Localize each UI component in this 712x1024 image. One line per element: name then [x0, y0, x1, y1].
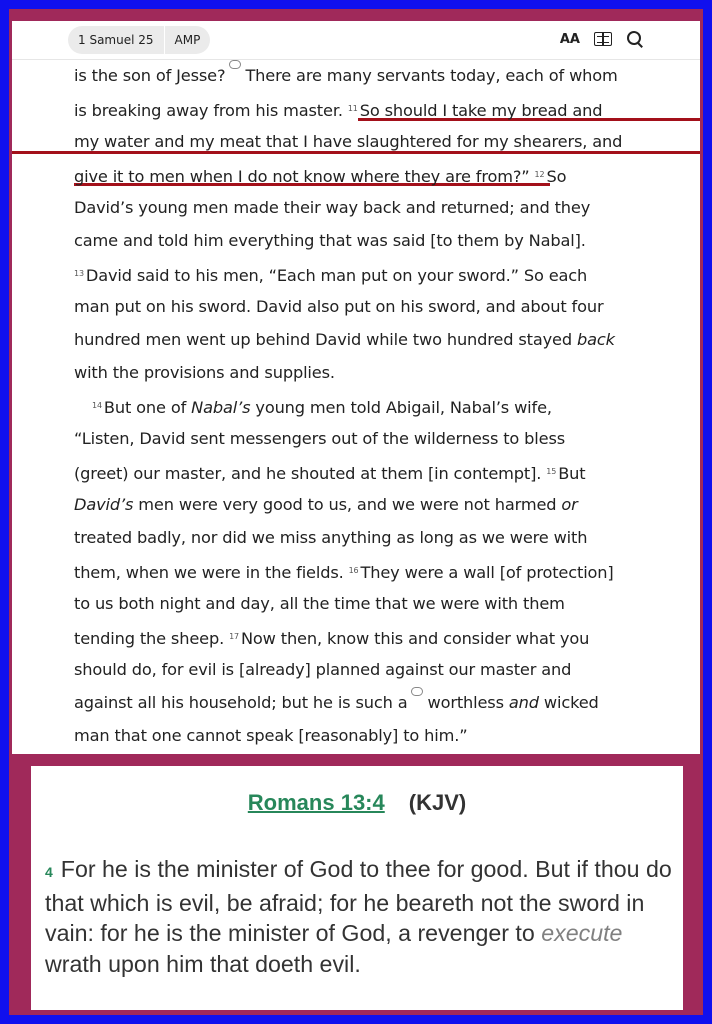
- text-line: them, when we were in the fields. $^{16}$ They were a wall [of protection]: [74, 563, 614, 582]
- version-button[interactable]: AMP: [174, 33, 201, 47]
- verse-number: 15: [546, 467, 557, 476]
- text-line: give it to men when I do not know where they are from?” $^{12}$ So: [74, 167, 567, 186]
- text-line: tending the sheep. $^{17}$ Now then, know this and consider what you: [74, 629, 590, 648]
- text-line: (greet) our master, and he shouted at them [in contempt]. $^{15}$ But: [74, 464, 586, 483]
- comment-bubble-icon[interactable]: [411, 687, 423, 696]
- text-line: to us both night and day, all the time that we were with them: [74, 594, 565, 613]
- verse-body: [45, 854, 677, 979]
- comment-bubble-icon[interactable]: [229, 60, 241, 69]
- parallel-view-icon[interactable]: [594, 32, 612, 46]
- verse-number: 4: [45, 864, 53, 880]
- text-line: with the provisions and supplies.: [74, 363, 335, 382]
- nav-actions: [560, 30, 644, 48]
- text-line: man that one cannot speak [reasonably] to him.”: [74, 726, 468, 745]
- verse-text-a: For he is the minister of God to thee for good. But if thou do that which is evil, be afraid; for he beareth not the sword in vain: for he is the minister of God, a revenger to: [45, 856, 672, 946]
- text-line: man put on his sword. David also put on his sword, and about four: [74, 297, 604, 316]
- verse-heading: [31, 790, 683, 816]
- text-line: came and told him everything that was said [to them by Nabal].: [74, 231, 586, 250]
- verse-number: 12: [534, 170, 545, 179]
- text-line: “Listen, David sent messengers out of the wilderness to bless: [74, 429, 566, 448]
- text-line: David’s young men made their way back and returned; and they: [74, 198, 591, 217]
- text-line: against all his household; but he is such a worthless and wicked: [74, 686, 674, 719]
- verse-number: 14: [92, 401, 102, 410]
- verse-number: 16: [348, 566, 359, 575]
- bible-reader-panel: [12, 21, 700, 754]
- text-line: $^{13}$ David said to his men, “Each man put on your sword.” So each: [74, 266, 588, 285]
- passage-selector[interactable]: [68, 26, 210, 54]
- version-label: (KJV): [408, 790, 467, 815]
- passage-text: [74, 59, 674, 752]
- text-line: David’s men were very good to us, and we were not harmed or: [74, 495, 578, 514]
- text-line: is the son of Jesse? There are many servants today, each of whom: [74, 59, 674, 92]
- romans-verse-card: [31, 766, 683, 1010]
- text-line: hundred men went up behind David while two hundred stayed back: [74, 330, 615, 349]
- font-size-icon[interactable]: AA: [559, 31, 580, 47]
- verse-text-emphasis: execute: [541, 920, 623, 946]
- text-line: is breaking away from his master. $^{11}$ So should I take my bread and: [74, 101, 603, 120]
- verse-number: 13: [74, 269, 84, 278]
- search-icon[interactable]: [626, 30, 644, 48]
- reader-nav-bar: [12, 21, 700, 60]
- verse-number: 11: [347, 104, 358, 113]
- text-line: treated badly, nor did we miss anything as long as we were with: [74, 528, 588, 547]
- text-line: my water and my meat that I have slaughtered for my shearers, and: [74, 132, 623, 151]
- book-chapter-button[interactable]: 1 Samuel 25: [78, 33, 154, 47]
- verse-number: 17: [229, 632, 239, 641]
- text-line: should do, for evil is [already] planned against our master and: [74, 660, 572, 679]
- text-line: $^{14}$ But one of Nabal’s young men told Abigail, Nabal’s wife,: [92, 398, 552, 417]
- verse-text-b: wrath upon him that doeth evil.: [45, 950, 361, 977]
- verse-reference-link[interactable]: Romans 13:4: [247, 790, 385, 815]
